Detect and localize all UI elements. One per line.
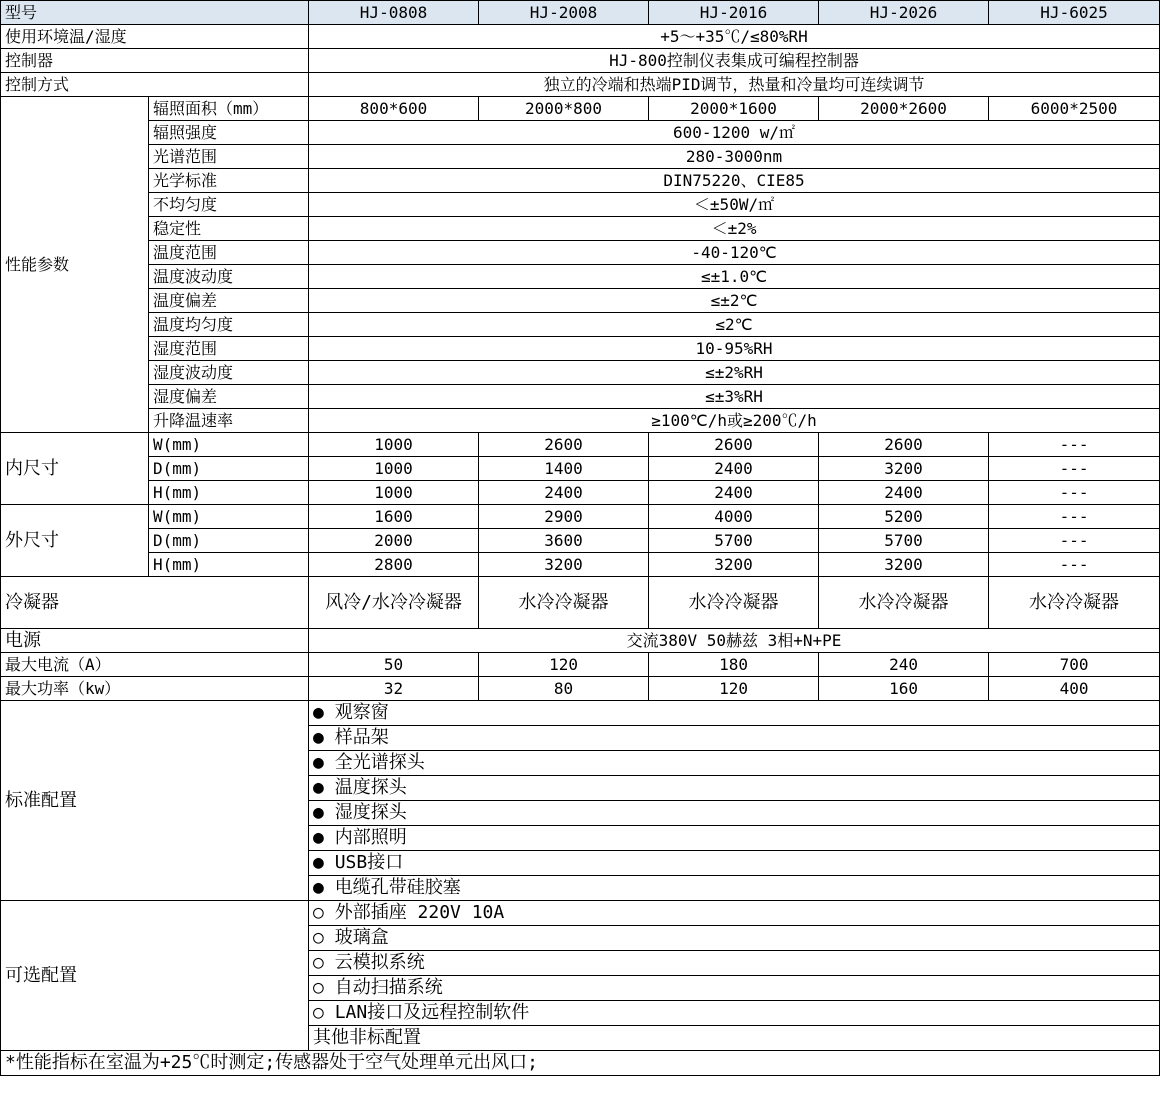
- performance-label: 温度偏差: [149, 289, 309, 313]
- performance-row: [1, 169, 1160, 193]
- standard-config-item: ● 观察窗: [309, 701, 1160, 726]
- performance-label: 升降温速率: [149, 409, 309, 433]
- controller-label: 控制器: [1, 49, 309, 73]
- inner-size-row: [1, 457, 1160, 481]
- condenser-value: 风冷/水冷冷凝器: [309, 577, 479, 629]
- standard-config-item: ● 温度探头: [309, 776, 1160, 801]
- irradiation-area-value: 800*600: [309, 97, 479, 121]
- dimension-value: 2000: [309, 529, 479, 553]
- performance-label: 湿度范围: [149, 337, 309, 361]
- performance-label: 稳定性: [149, 217, 309, 241]
- performance-label: 湿度波动度: [149, 361, 309, 385]
- max-current-value: 180: [649, 653, 819, 677]
- model-header: HJ-2016: [649, 1, 819, 25]
- dimension-label: H(mm): [149, 481, 309, 505]
- model-header: HJ-6025: [989, 1, 1160, 25]
- irradiation-area-value: 2000*2600: [819, 97, 989, 121]
- max-current-value: 240: [819, 653, 989, 677]
- dimension-value: 2400: [649, 457, 819, 481]
- max-current-value: 700: [989, 653, 1160, 677]
- optional-config-item: ○ 云模拟系统: [309, 951, 1160, 976]
- condenser-value: 水冷冷凝器: [819, 577, 989, 629]
- dimension-value: 2600: [819, 433, 989, 457]
- max-power-value: 160: [819, 677, 989, 701]
- performance-label: 不均匀度: [149, 193, 309, 217]
- performance-value: ≤±2%RH: [309, 361, 1160, 385]
- standard-config-row: [1, 701, 1160, 726]
- performance-value: 600-1200 w/㎡: [309, 121, 1160, 145]
- optional-config-item: ○ 外部插座 220V 10A: [309, 901, 1160, 926]
- performance-row: [1, 121, 1160, 145]
- performance-label: 温度波动度: [149, 265, 309, 289]
- dimension-value: 2900: [479, 505, 649, 529]
- standard-config-label: 标准配置: [1, 701, 309, 901]
- model-header-label: 型号: [1, 1, 309, 25]
- condenser-value: 水冷冷凝器: [479, 577, 649, 629]
- dimension-value: ---: [989, 505, 1160, 529]
- dimension-value: ---: [989, 529, 1160, 553]
- max-power-value: 120: [649, 677, 819, 701]
- optional-config-item: ○ 自动扫描系统: [309, 976, 1160, 1001]
- performance-value: 10-95%RH: [309, 337, 1160, 361]
- outer-size-row: [1, 553, 1160, 577]
- condenser-row: [1, 577, 1160, 629]
- environment-value: +5～+35℃/≤80%RH: [309, 25, 1160, 49]
- performance-value: 280-3000nm: [309, 145, 1160, 169]
- standard-config-item: ● 内部照明: [309, 826, 1160, 851]
- max-current-label: 最大电流（A）: [1, 653, 309, 677]
- max-power-value: 400: [989, 677, 1160, 701]
- dimension-value: 1400: [479, 457, 649, 481]
- power-value: 交流380V 50赫兹 3相+N+PE: [309, 629, 1160, 653]
- power-row: [1, 629, 1160, 653]
- optional-config-item: ○ LAN接口及远程控制软件: [309, 1001, 1160, 1026]
- dimension-value: ---: [989, 457, 1160, 481]
- dimension-label: D(mm): [149, 529, 309, 553]
- condenser-value: 水冷冷凝器: [649, 577, 819, 629]
- footnote-row: [1, 1051, 1160, 1076]
- dimension-value: 1600: [309, 505, 479, 529]
- max-current-value: 120: [479, 653, 649, 677]
- performance-row: [1, 361, 1160, 385]
- model-header: HJ-2026: [819, 1, 989, 25]
- standard-config-item: ● 样品架: [309, 726, 1160, 751]
- performance-value: ≤±1.0℃: [309, 265, 1160, 289]
- dimension-label: W(mm): [149, 505, 309, 529]
- performance-row: [1, 337, 1160, 361]
- dimension-value: 3200: [649, 553, 819, 577]
- dimension-label: D(mm): [149, 457, 309, 481]
- performance-value: ≤2℃: [309, 313, 1160, 337]
- performance-label: 光学标准: [149, 169, 309, 193]
- environment-row: [1, 25, 1160, 49]
- control-mode-label: 控制方式: [1, 73, 309, 97]
- condenser-label: 冷凝器: [1, 577, 309, 629]
- dimension-value: 3200: [819, 457, 989, 481]
- irradiation-area-row: [1, 97, 1160, 121]
- standard-config-item: ● 电缆孔带硅胶塞: [309, 876, 1160, 901]
- control-mode-value: 独立的冷端和热端PID调节，热量和冷量均可连续调节: [309, 73, 1160, 97]
- dimension-value: 2400: [479, 481, 649, 505]
- performance-label: 温度范围: [149, 241, 309, 265]
- control-mode-row: [1, 73, 1160, 97]
- outer-size-group-label: 外尺寸: [1, 505, 149, 577]
- dimension-value: 2600: [649, 433, 819, 457]
- dimension-value: 5200: [819, 505, 989, 529]
- dimension-label: W(mm): [149, 433, 309, 457]
- performance-value: ≤±3%RH: [309, 385, 1160, 409]
- standard-config-item: ● 全光谱探头: [309, 751, 1160, 776]
- max-power-label: 最大功率（kw）: [1, 677, 309, 701]
- performance-label: 湿度偏差: [149, 385, 309, 409]
- optional-config-row: [1, 901, 1160, 926]
- performance-value: -40-120℃: [309, 241, 1160, 265]
- optional-config-label: 可选配置: [1, 901, 309, 1051]
- performance-row: [1, 241, 1160, 265]
- performance-row: [1, 313, 1160, 337]
- dimension-value: ---: [989, 553, 1160, 577]
- optional-config-item: 其他非标配置: [309, 1026, 1160, 1051]
- performance-row: [1, 145, 1160, 169]
- header-row: [1, 1, 1160, 25]
- controller-value: HJ-800控制仪表集成可编程控制器: [309, 49, 1160, 73]
- max-power-value: 32: [309, 677, 479, 701]
- outer-size-row: [1, 505, 1160, 529]
- performance-label: 辐照强度: [149, 121, 309, 145]
- dimension-value: 3200: [819, 553, 989, 577]
- controller-row: [1, 49, 1160, 73]
- dimension-value: 4000: [649, 505, 819, 529]
- max-power-row: [1, 677, 1160, 701]
- performance-label: 温度均匀度: [149, 313, 309, 337]
- dimension-value: 2800: [309, 553, 479, 577]
- performance-value: ≥100℃/h或≥200℃/h: [309, 409, 1160, 433]
- max-power-value: 80: [479, 677, 649, 701]
- dimension-value: 2400: [649, 481, 819, 505]
- performance-row: [1, 265, 1160, 289]
- max-current-row: [1, 653, 1160, 677]
- outer-size-row: [1, 529, 1160, 553]
- irradiation-area-value: 2000*800: [479, 97, 649, 121]
- dimension-value: ---: [989, 481, 1160, 505]
- irradiation-area-value: 2000*1600: [649, 97, 819, 121]
- performance-row: [1, 193, 1160, 217]
- dimension-label: H(mm): [149, 553, 309, 577]
- model-header: HJ-0808: [309, 1, 479, 25]
- performance-row: [1, 217, 1160, 241]
- performance-row: [1, 385, 1160, 409]
- dimension-value: 2600: [479, 433, 649, 457]
- dimension-value: ---: [989, 433, 1160, 457]
- dimension-value: 1000: [309, 433, 479, 457]
- performance-row: [1, 409, 1160, 433]
- dimension-value: 5700: [649, 529, 819, 553]
- dimension-value: 2400: [819, 481, 989, 505]
- condenser-value: 水冷冷凝器: [989, 577, 1160, 629]
- inner-size-row: [1, 433, 1160, 457]
- dimension-value: 5700: [819, 529, 989, 553]
- dimension-value: 3200: [479, 553, 649, 577]
- model-header: HJ-2008: [479, 1, 649, 25]
- performance-label: 光谱范围: [149, 145, 309, 169]
- irradiation-area-value: 6000*2500: [989, 97, 1160, 121]
- performance-value: DIN75220、CIE85: [309, 169, 1160, 193]
- performance-group-label: 性能参数: [1, 97, 149, 433]
- irradiation-area-label: 辐照面积（mm）: [149, 97, 309, 121]
- inner-size-group-label: 内尺寸: [1, 433, 149, 505]
- standard-config-item: ● USB接口: [309, 851, 1160, 876]
- performance-value: ≤±2℃: [309, 289, 1160, 313]
- environment-label: 使用环境温/湿度: [1, 25, 309, 49]
- standard-config-item: ● 湿度探头: [309, 801, 1160, 826]
- max-current-value: 50: [309, 653, 479, 677]
- dimension-value: 1000: [309, 481, 479, 505]
- dimension-value: 1000: [309, 457, 479, 481]
- performance-row: [1, 289, 1160, 313]
- performance-value: ＜±2%: [309, 217, 1160, 241]
- dimension-value: 3600: [479, 529, 649, 553]
- optional-config-item: ○ 玻璃盒: [309, 926, 1160, 951]
- power-label: 电源: [1, 629, 309, 653]
- footnote: *性能指标在室温为+25℃时测定;传感器处于空气处理单元出风口;: [1, 1051, 1160, 1076]
- performance-value: ＜±50W/㎡: [309, 193, 1160, 217]
- inner-size-row: [1, 481, 1160, 505]
